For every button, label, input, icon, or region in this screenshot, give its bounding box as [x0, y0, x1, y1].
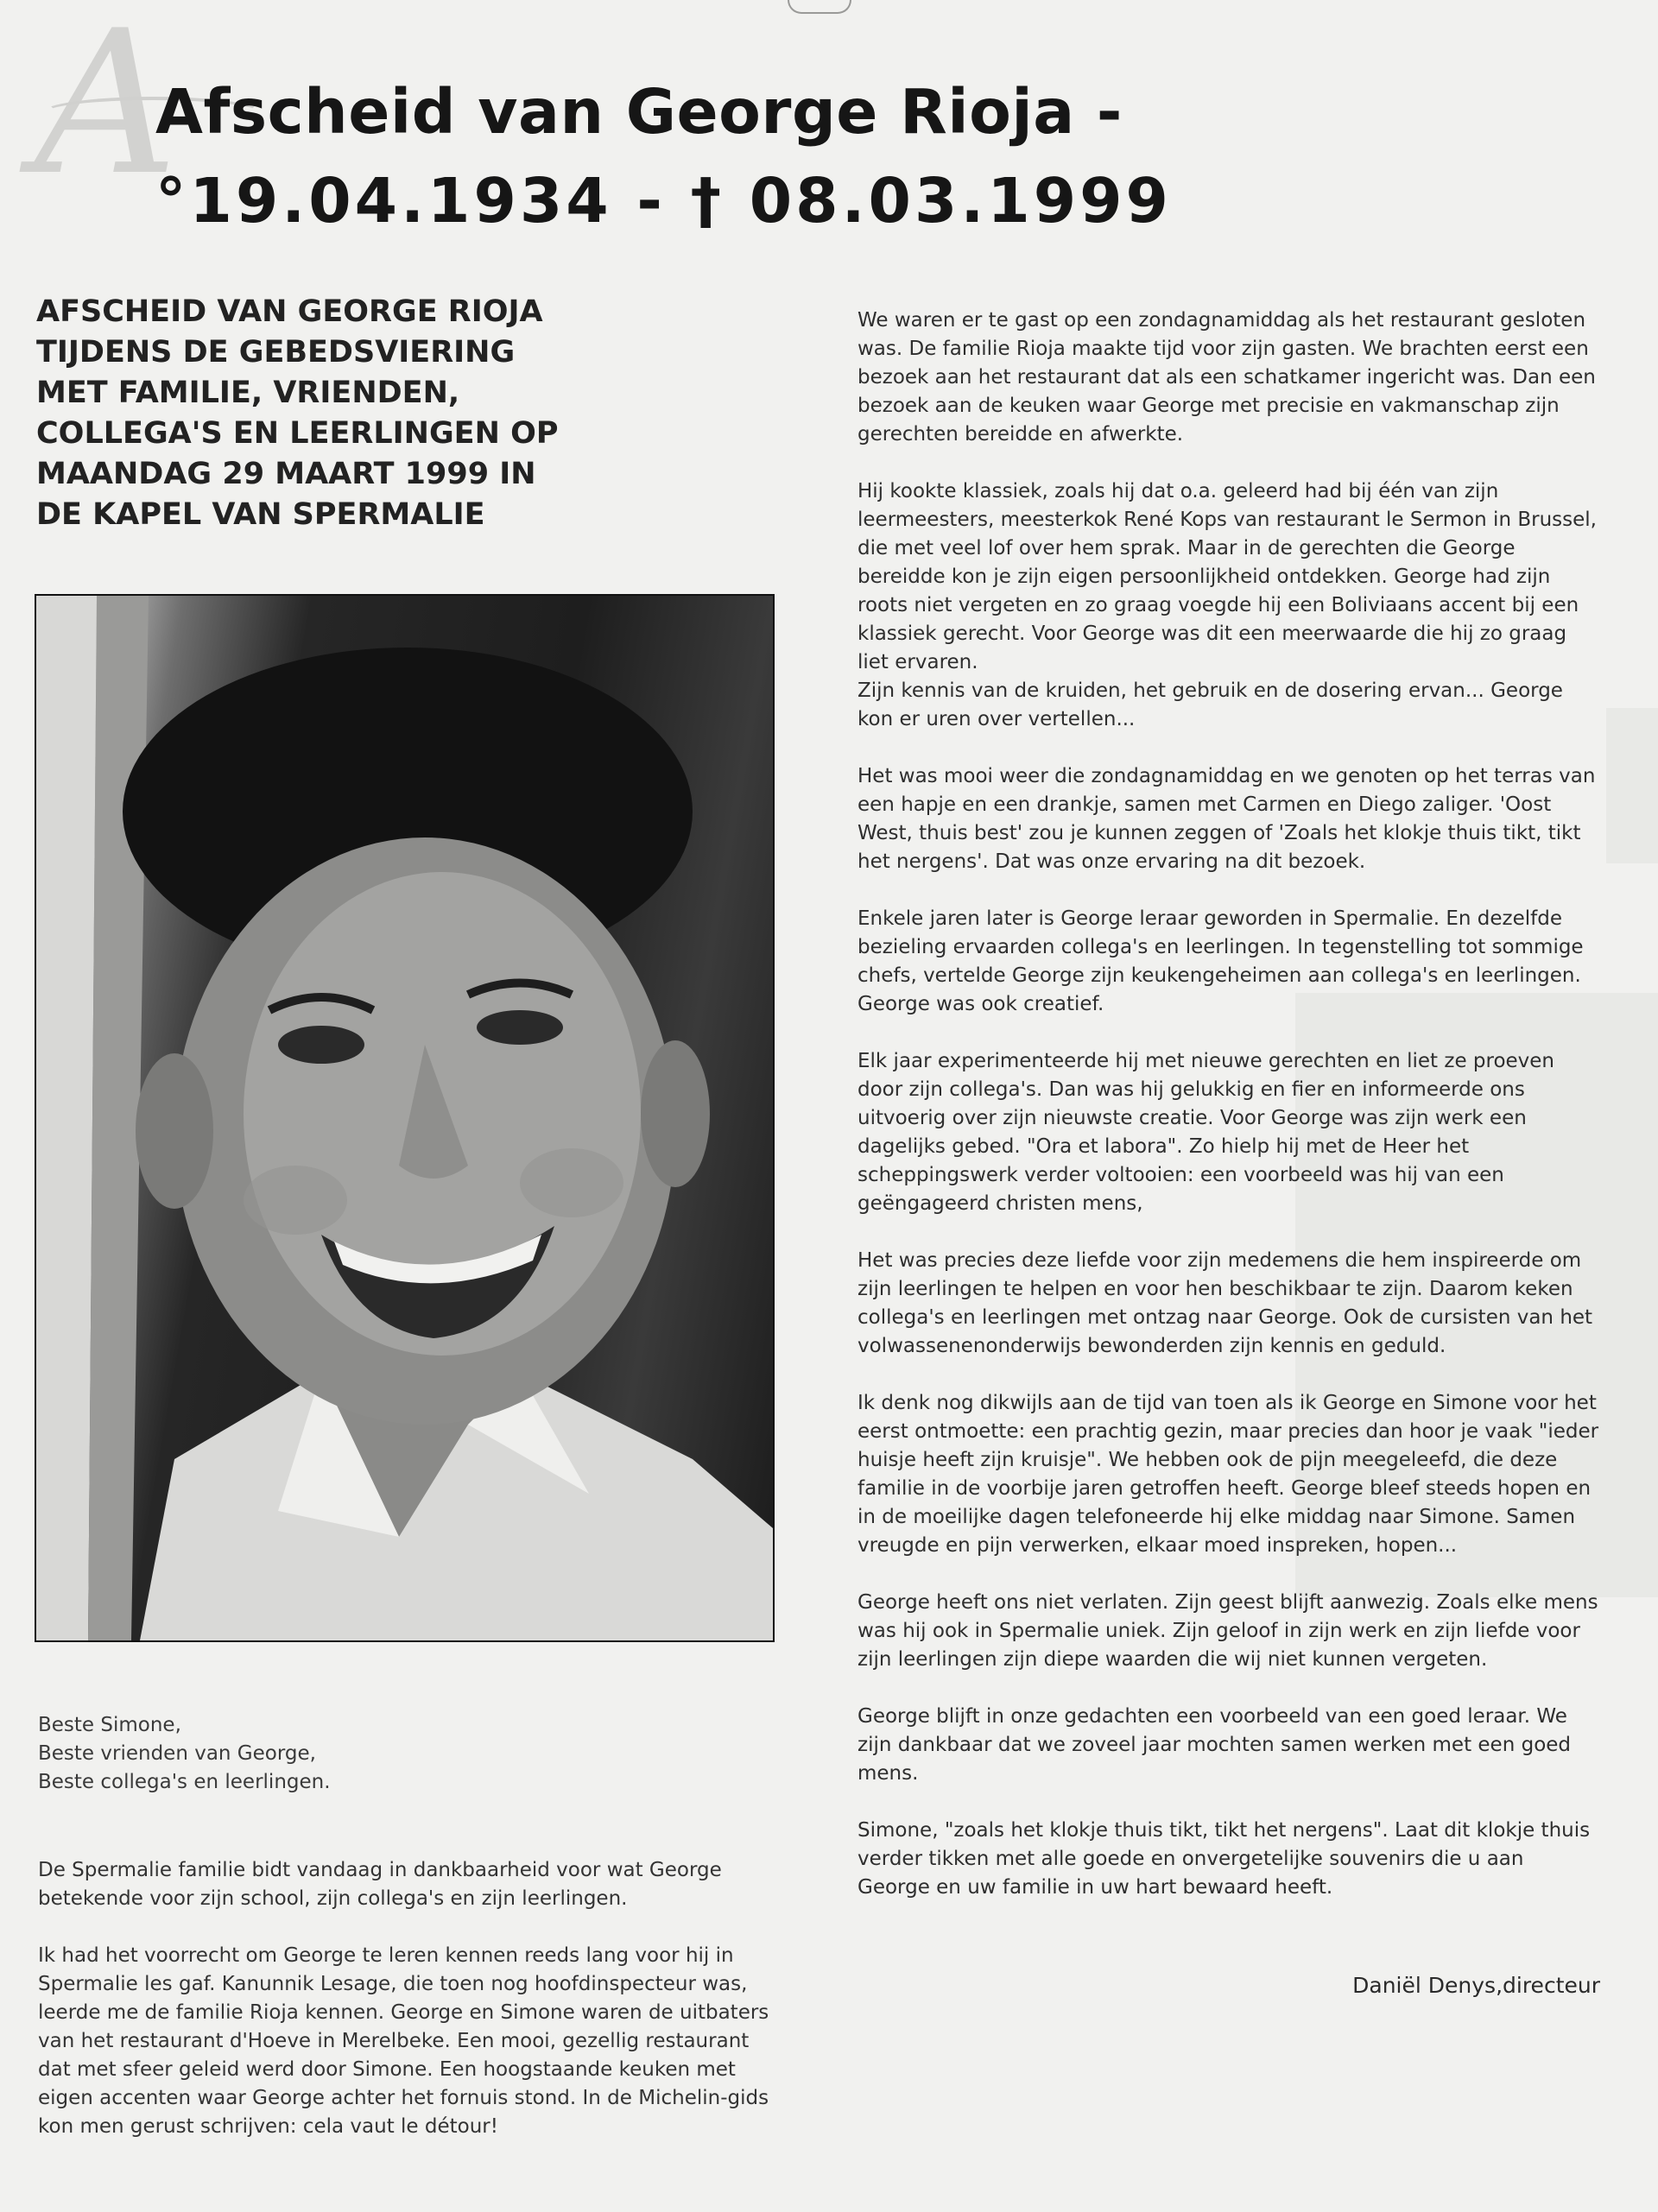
top-ornament	[788, 0, 851, 14]
paragraph: Enkele jaren later is George leraar geworden in Spermalie. En dezelfde bezieling ervaarden collega's en leerlingen. In tegenstelling tot sommige chefs, vertelde George zijn keukengeheimen aan collega's en leerlingen. George was ook creatief.	[857, 907, 1584, 1015]
page-title	[155, 67, 1172, 245]
paragraph: Het was precies deze liefde voor zijn medemens die hem inspireerde om zijn leerlingen te helpen en voor hen beschikbaar te zijn. Daarom keken collega's en leerlingen met ontzag naar George. Ook de cursisten van het volwassenenonderwijs bewonderden zijn kennis en geduld.	[857, 1249, 1593, 1357]
paragraph: De Spermalie familie bidt vandaag in dankbaarheid voor wat George betekende voor zijn school, zijn collega's en zijn leerlingen.	[38, 1859, 722, 1910]
title-line-2: °19.04.1934 - † 08.03.1999	[155, 165, 1172, 237]
salutation-line: Beste collega's en leerlingen.	[38, 1771, 331, 1793]
paragraph: Zijn kennis van de kruiden, het gebruik en de dosering ervan... George kon er uren over vertellen...	[857, 679, 1563, 730]
paragraph: We waren er te gast op een zondagnamiddag als het restaurant gesloten was. De familie Rioja maakte tijd voor zijn gasten. We brachten eerst een bezoek aan het restaurant dat als een schatkamer ingericht was. Dan een bezoek aan de keuken waar George met precisie en vakmanschap zijn gerechten bereidde en afwerkte.	[857, 309, 1596, 446]
portrait-photo	[35, 594, 775, 1642]
background-bleed-block	[1606, 708, 1658, 863]
left-column-text	[38, 1856, 781, 2170]
paragraph: Hij kookte klassiek, zoals hij dat o.a. geleerd had bij één van zijn leermeesters, meesterkok René Kops van restaurant le Sermon in Brussel, die met veel lof over hem sprak. Maar in de gerechten die George bereidde kon je zijn eigen persoonlijkheid ontdekken. George had zijn roots niet vergeten en zo graag voegde hij een Boliviaans accent bij een klassiek gerecht. Voor George was dit een meerwaarde die hij zo graag liet ervaren.	[857, 480, 1597, 673]
salutation	[38, 1711, 781, 1797]
subheading: AFSCHEID VAN GEORGE RIOJA TIJDENS DE GEBEDSVIERING MET FAMILIE, VRIENDEN, COLLEGA'S EN LEERLINGEN OP MAANDAG 29 MAART 1999 IN DE KAPEL VAN SPERMALIE	[36, 294, 559, 532]
right-column-text	[857, 307, 1600, 1931]
paragraph: George heeft ons niet verlaten. Zijn geest blijft aanwezig. Zoals elke mens was hij ook in Spermalie uniek. Zijn geloof in zijn werk en zijn liefde voor zijn leerlingen zijn diepe waarden die wij niet kunnen vergeten.	[857, 1591, 1598, 1671]
title-line-1: Afscheid van George Rioja -	[155, 76, 1123, 148]
paragraph: Ik had het voorrecht om George te leren kennen reeds lang voor hij in Spermalie les gaf. Kanunnik Lesage, die toen nog hoofdinspecteur was, leerde me de familie Rioja kennen. George en Simone waren de uitbaters van het restaurant d'Hoeve in Merelbeke. Een mooi, gezellig restaurant dat met sfeer geleid werd door Simone. Een hoogstaande keuken met eigen accenten waar George achter het fornuis stond. In de Michelin-gids kon men gerust schrijven: cela vaut le détour!	[38, 1944, 769, 2138]
paragraph: George blijft in onze gedachten een voorbeeld van een goed leraar. We zijn dankbaar dat we zoveel jaar mochten samen werken met een goed mens.	[857, 1705, 1572, 1785]
paragraph: Het was mooi weer die zondagnamiddag en we genoten op het terras van een hapje en een drankje, samen met Carmen en Diego zaliger. 'Oost West, thuis best' zou je kunnen zeggen of 'Zoals het klokje thuis tikt, tikt het nergens'. Dat was onze ervaring na dit bezoek.	[857, 765, 1596, 873]
paragraph: Elk jaar experimenteerde hij met nieuwe gerechten en liet ze proeven door zijn collega's. Dan was hij gelukkig en fier en informeerde ons uitvoerig over zijn nieuwste creatie. Voor George was zijn werk een dagelijks gebed. "Ora et labora". Zo hielp hij met de Heer het scheppingswerk verder voltooien: een voorbeeld was hij van een geëngageerd christen mens,	[857, 1050, 1555, 1215]
paragraph: Simone, "zoals het klokje thuis tikt, tikt het nergens". Laat dit klokje thuis verder tikken met alle goede en onvergetelijke souvenirs die u aan George en uw familie in uw hart bewaard heeft.	[857, 1819, 1591, 1899]
decorative-initial: A	[35, 0, 179, 219]
salutation-line: Beste Simone,	[38, 1714, 181, 1736]
salutation-line: Beste vrienden van George,	[38, 1742, 316, 1765]
paragraph: Ik denk nog dikwijls aan de tijd van toen als ik George en Simone voor het eerst ontmoette: een prachtig gezin, maar precies dan hoor je vaak "ieder huisje heeft zijn kruisje". We hebben ook de pijn meegeleefd, die deze familie in de voorbije jaren getroffen heeft. George bleef steeds hopen en in de moeilijke dagen telefoneerde hij elke middag naar Simone. Samen vreugde en pijn verwerken, elkaar moed inspreken, hopen...	[857, 1392, 1599, 1557]
signature: Daniël Denys,directeur	[1352, 1973, 1600, 1998]
